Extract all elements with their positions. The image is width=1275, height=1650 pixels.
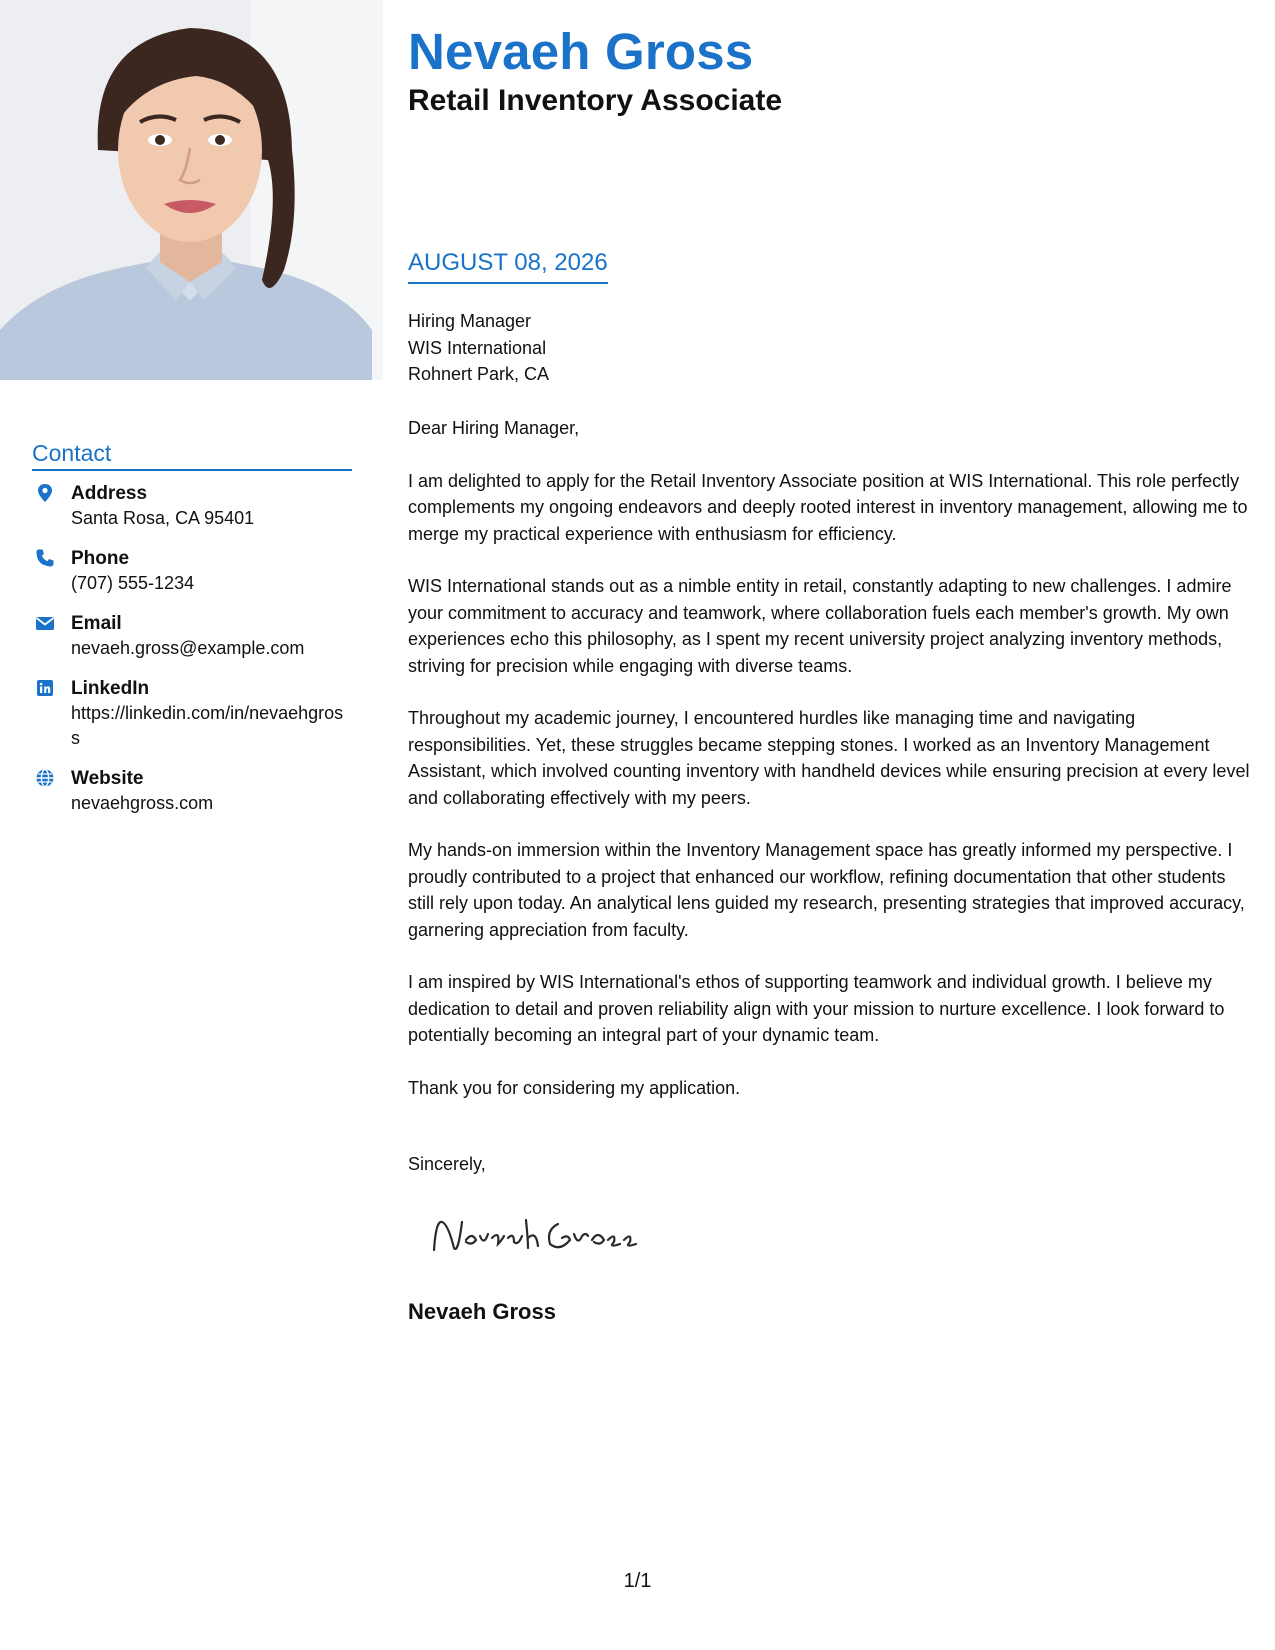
body-paragraph: Throughout my academic journey, I encountered hurdles like managing time and navigating responsibilities. Yet, these struggles became stepping stones. I worked as an Inventory Management Assistant, which involved counting inventory with handheld devices while ensuring precision at every level and collaborating effectively with my peers.: [408, 708, 1250, 808]
contact-phone: [32, 547, 352, 596]
envelope-icon: [35, 613, 55, 633]
contact-heading: Contact: [32, 440, 352, 471]
salutation: Dear Hiring Manager,: [408, 418, 580, 438]
candidate-name: Nevaeh Gross: [408, 23, 754, 80]
signer-name: Nevaeh Gross: [408, 1299, 556, 1324]
job-title: Retail Inventory Associate: [408, 84, 783, 117]
phone-icon: [35, 548, 55, 568]
map-pin-icon: [35, 483, 55, 503]
linkedin-icon: [35, 678, 55, 698]
handwritten-signature: [428, 1210, 658, 1260]
globe-icon: [35, 768, 55, 788]
recipient-title: Hiring Manager: [408, 311, 532, 331]
body-paragraph: My hands-on immersion within the Inventory Management space has greatly informed my perspective. I proudly contributed to a project that enhanced our workflow, refining documentation that other students still rely upon today. An analytical lens guided my research, presenting strategies that improved accuracy, garnering appreciation from faculty.: [408, 840, 1245, 940]
page-number: 1/1: [623, 1570, 652, 1592]
body-paragraph: WIS International stands out as a nimble entity in retail, constantly adapting to new challenges. I admire your commitment to accuracy and teamwork, where collaboration fuels each member's growth. My own experiences echo this philosophy, as I spent my recent university project analyzing inventory methods, striving for precision while engaging with diverse teams.: [408, 576, 1232, 676]
linkedin-value[interactable]: https://linkedin.com/in/nevaehgross: [71, 703, 344, 748]
phone-value[interactable]: (707) 555-1234: [71, 573, 195, 593]
thank-you-line: Thank you for considering my application.: [408, 1077, 741, 1098]
body-paragraph: I am delighted to apply for the Retail Inventory Associate position at WIS International. This role perfectly complements my ongoing endeavors and deeply rooted interest in inventory management, allowing me to merge my practical experience with enthusiasm for efficiency.: [408, 470, 1248, 544]
contact-label: LinkedIn: [71, 678, 150, 699]
address-value: Santa Rosa, CA 95401: [71, 508, 255, 528]
contact-label: Phone: [71, 548, 130, 569]
contact-website: [32, 767, 352, 816]
portrait-illustration: [0, 0, 383, 380]
recipient-company: WIS International: [408, 337, 547, 358]
contact-label: Address: [71, 483, 148, 504]
closing: Sincerely,: [408, 1154, 486, 1174]
letter-date: AUGUST 08, 2026: [408, 249, 608, 284]
contact-address: [32, 482, 352, 531]
contact-label: Website: [71, 768, 144, 789]
email-value[interactable]: nevaeh.gross@example.com: [71, 638, 305, 658]
body-paragraph: I am inspired by WIS International's ethos of supporting teamwork and individual growth. I believe my dedication to detail and proven reliability align with your mission to nurture excellence. I look forward to potentially becoming an integral part of your dynamic team.: [408, 972, 1225, 1045]
contact-linkedin: [32, 677, 352, 751]
signature-drawing: [428, 1210, 658, 1260]
contact-email: [32, 612, 352, 661]
website-value[interactable]: nevaehgross.com: [71, 793, 214, 813]
recipient-location: Rohnert Park, CA: [408, 364, 550, 384]
contact-list: [32, 482, 352, 832]
contact-label: Email: [71, 613, 122, 634]
recipient-block: [408, 308, 549, 388]
letter-body: [408, 415, 1253, 1127]
profile-photo: [0, 0, 383, 380]
